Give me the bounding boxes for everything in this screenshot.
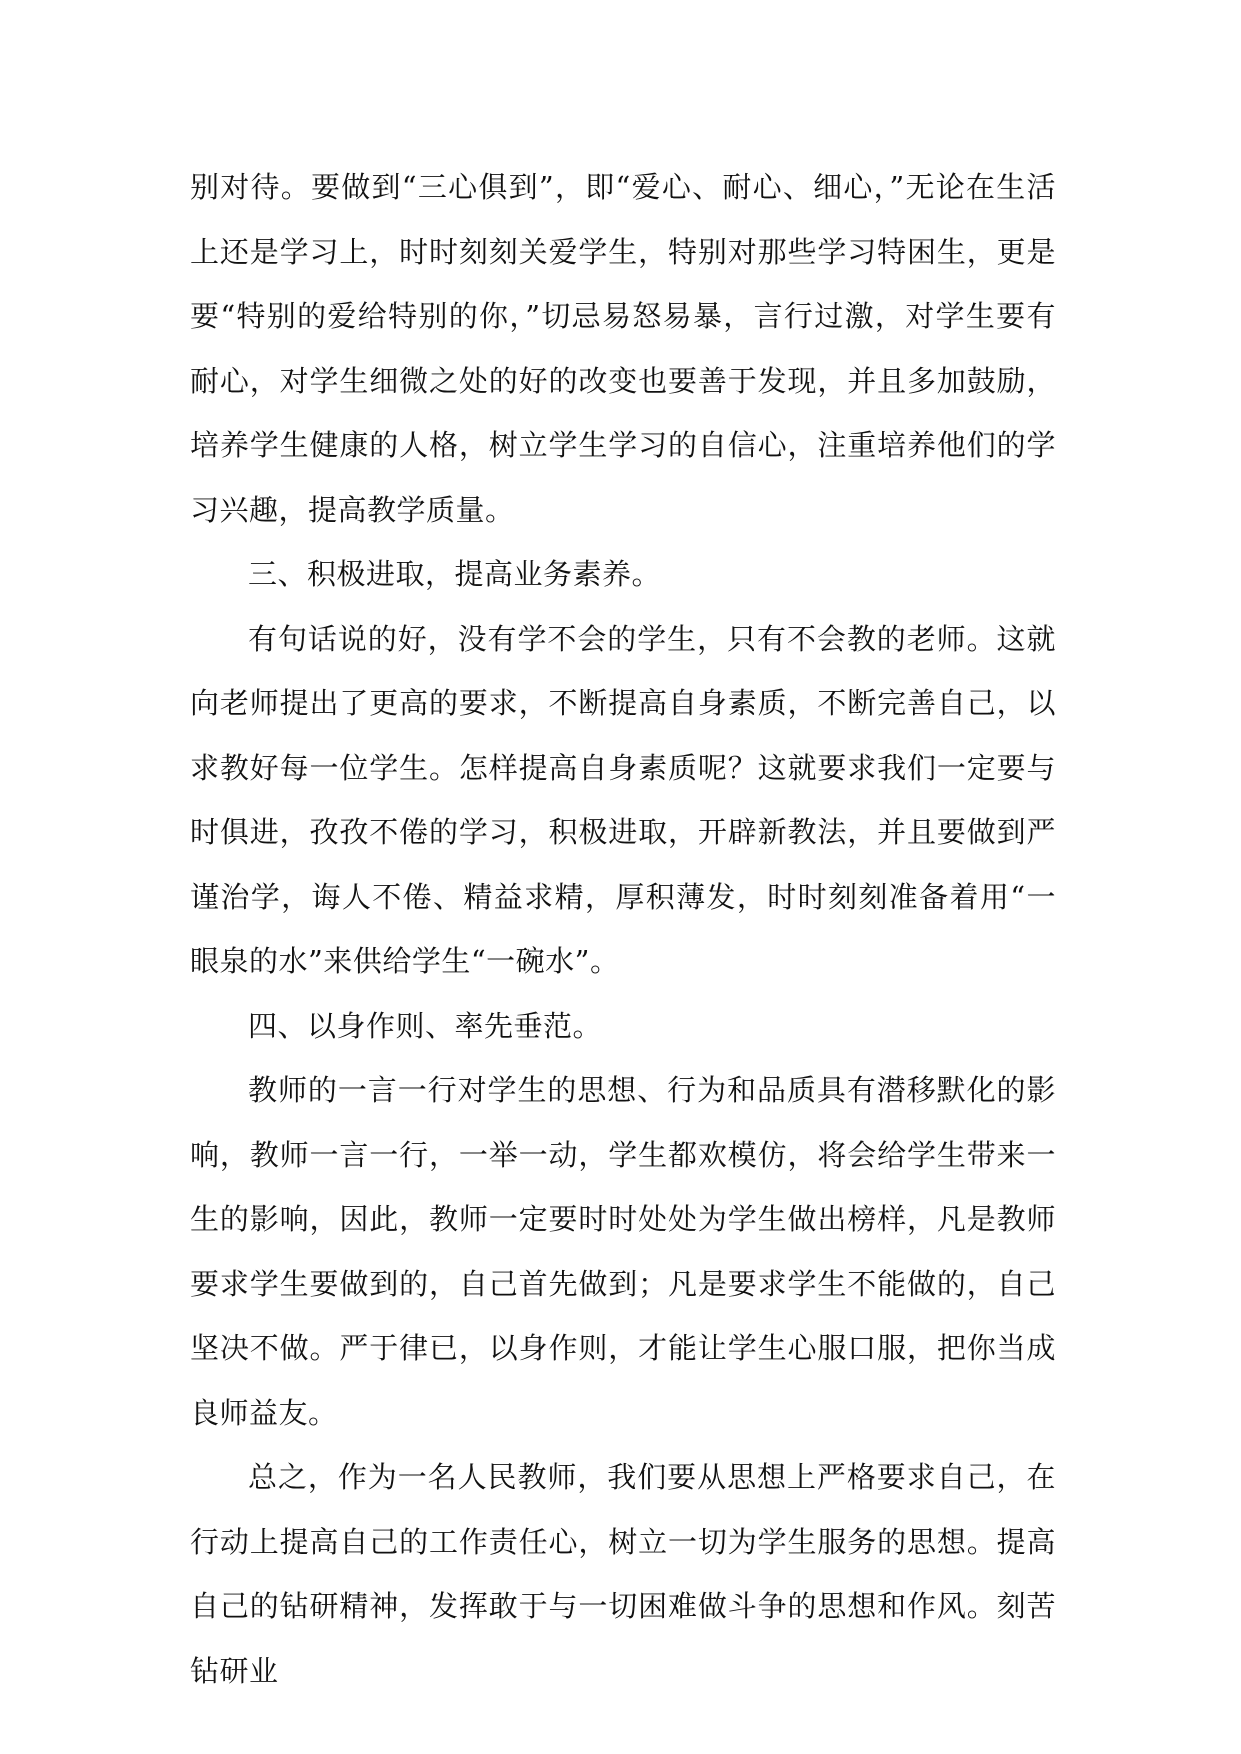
paragraph-conclusion: 总之，作为一名人民教师，我们要从思想上严格要求自己，在行动上提高自己的工作责任心，树立一切为学生服务的思想。提高自己的钻研精神，发挥敢于与一切困难做斗争的思想和作风。刻苦钻研业	[190, 1460, 1056, 1688]
document-body	[190, 155, 1056, 1703]
paragraph-continuation: 别对待。要做到“三心俱到”，即“爱心、耐心、细心，”无论在生活上还是学习上，时时刻刻关爱学生，特别对那些学习特困生，更是要“特别的爱给特别的你，”切忌易怒易暴，言行过激，对学生要有耐心，对学生细微之处的好的改变也要善于发现，并且多加鼓励，培养学生健康的人格，树立学生学习的自信心，注重培养他们的学习兴趣，提高教学质量。	[190, 170, 1056, 527]
paragraph-section-4: 教师的一言一行对学生的思想、行为和品质具有潜移默化的影响，教师一言一行，一举一动，学生都欢模仿，将会给学生带来一生的影响，因此，教师一定要时时处处为学生做出榜样，凡是教师要求学生要做到的，自己首先做到；凡是要求学生不能做的，自己坚决不做。严于律已，以身作则，才能让学生心服口服，把你当成良师益友。	[190, 1073, 1056, 1430]
section-heading-4: 四、以身作则、率先垂范。	[248, 1008, 603, 1043]
paragraph-section-3: 有句话说的好，没有学不会的学生，只有不会教的老师。这就向老师提出了更高的要求，不断提高自身素质，不断完善自己，以求教好每一位学生。怎样提高自身素质呢？这就要求我们一定要与时俱进，孜孜不倦的学习，积极进取，开辟新教法，并且要做到严谨治学，诲人不倦、精益求精，厚积薄发，时时刻刻准备着用“一眼泉的水”来供给学生“一碗水”。	[190, 621, 1056, 978]
section-heading-3: 三、积极进取，提高业务素养。	[248, 557, 662, 591]
